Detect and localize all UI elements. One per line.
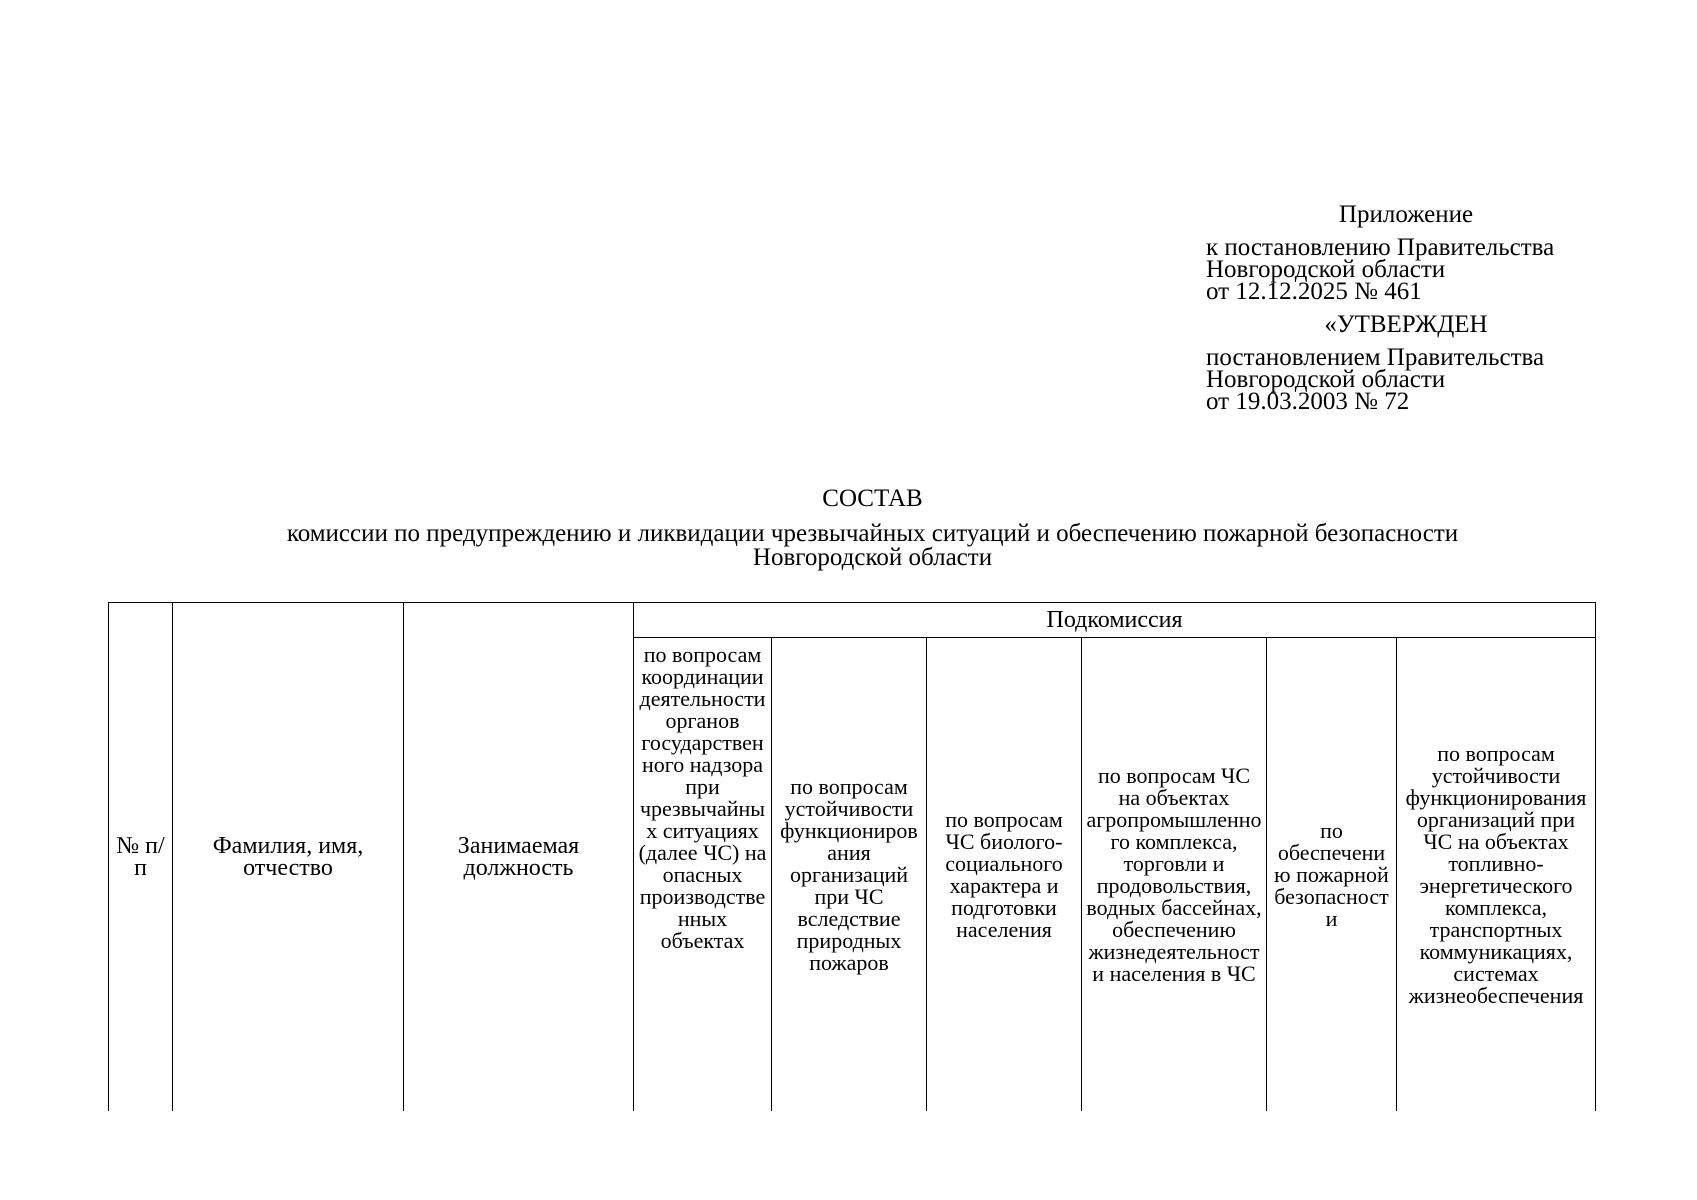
appendix-line: Новгородской области xyxy=(1206,256,1446,283)
approved-line: Новгородской области xyxy=(1206,366,1446,393)
approved-line: постановлением Правительства xyxy=(1206,344,1545,371)
column-header-number: № п/п xyxy=(109,603,173,1112)
column-header-subcommission: по вопросам устойчивости функционирования организаций при ЧС вследствие природных пожаров xyxy=(772,638,927,1112)
approved-date-line: от 19.03.2003 № 72 xyxy=(1206,388,1410,415)
document-subtitle xyxy=(0,522,1697,570)
approved-label: «УТВЕРЖДЕН xyxy=(1324,311,1488,338)
appendix-date-line: от 12.12.2025 № 461 xyxy=(1206,278,1422,305)
column-header-subcommission: по вопросам устойчивости функционирования организаций при ЧС на объектах топливно-энергетического комплекса, транспортных коммуникациях, системах жизнеобеспечения xyxy=(1397,638,1596,1112)
column-header-subcommission: по вопросам координации деятельности органов государственного надзора при чрезвычайных ситуациях (далее ЧС) на опасных производственных объектах xyxy=(634,638,772,1112)
column-header-subcommission: по обеспечению пожарной безопасности xyxy=(1267,638,1397,1112)
committee-table xyxy=(108,602,1596,1111)
document-subtitle-line: Новгородской области xyxy=(752,544,993,571)
column-header-subcommission: по вопросам ЧС биолого-социального характера и подготовки населения xyxy=(927,638,1082,1112)
column-group-subcommission: Подкомиссия xyxy=(634,603,1596,638)
appendix-line: к постановлению Правительства xyxy=(1206,234,1555,261)
appendix-label: Приложение xyxy=(1338,201,1474,228)
column-header-subcommission: по вопросам ЧС на объектах агропромышленного комплекса, торговли и продовольствия, водных бассейнах, обеспечению жизнедеятельности населения в ЧС xyxy=(1082,638,1267,1112)
approval-block xyxy=(1206,201,1626,415)
column-header-position: Занимаемая должность xyxy=(404,603,634,1112)
document-subtitle-line: комиссии по предупреждению и ликвидации чрезвычайных ситуаций и обеспечению пожарной безопасности xyxy=(286,520,1459,547)
column-header-name: Фамилия, имя, отчество xyxy=(173,603,404,1112)
document-title: СОСТАВ xyxy=(822,485,923,512)
